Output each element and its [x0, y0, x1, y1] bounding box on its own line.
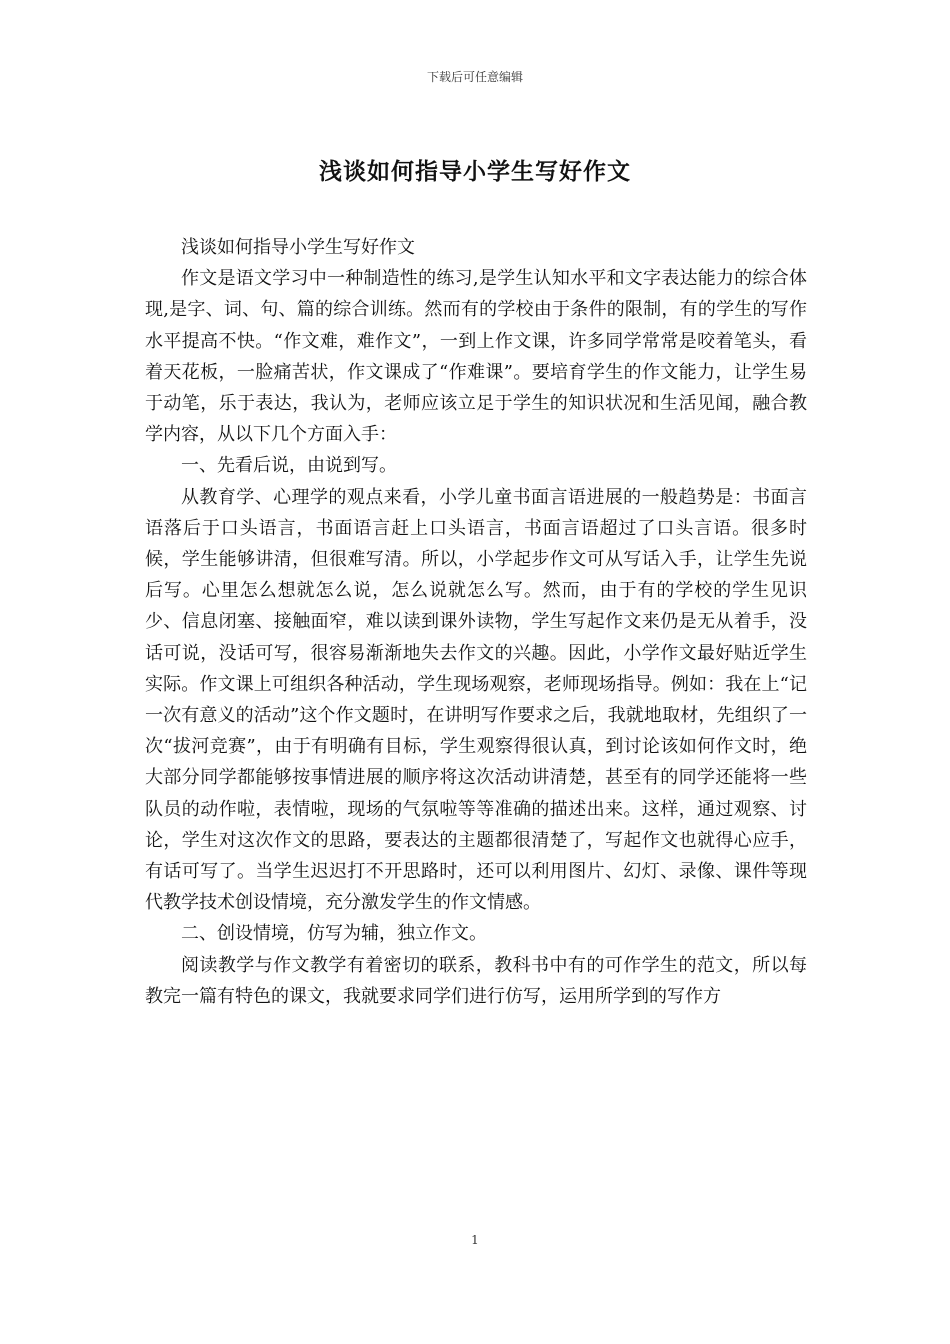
document-body — [145, 232, 807, 1012]
section-heading-2: 二、创设情境，仿写为辅，独立作文。 — [181, 923, 487, 945]
page-header: 下载后可任意编辑 — [426, 70, 523, 84]
document-title: 浅谈如何指导小学生写好作文 — [319, 159, 631, 185]
page-number: 1 — [471, 1233, 479, 1247]
body-paragraph-section-1: 从教育学、心理学的观点来看，小学儿童书面言语进展的一般趋势是：书面言语落后于口头语言，书面语言赶上口头语言，书面言语超过了口头言语。很多时候，学生能够讲清，但很难写清。所以，小学起步作文可从写话入手，让学生先说后写。心里怎么想就怎么说，怎么说就怎么写。然而，由于有的学校的学生见识少、信息闭塞、接触面窄，难以读到课外读物，学生写起作文来仍是无从着手，没话可说，没话可写，很容易渐渐地失去作文的兴趣。因此，小学作文最好贴近学生实际。作文课上可组织各种活动，学生现场观察，老师现场指导。例如：我在上“记一次有意义的活动”这个作文题时，在讲明写作要求之后，我就地取材，先组织了一次“拔河竞赛”，由于有明确有目标，学生观察得很认真，到讨论该如何作文时，绝大部分同学都能够按事情进展的顺序将这次活动讲清楚，甚至有的同学还能将一些队员的动作啦，表情啦，现场的气氛啦等等准确的描述出来。这样，通过观察、讨论，学生对这次作文的思路，要表达的主题都很清楚了，写起作文也就得心应手，有话可写了。当学生迟迟打不开思路时，还可以利用图片、幻灯、录像、课件等现代教学技术创设情境，充分激发学生的作文情感。 — [145, 486, 807, 914]
body-paragraph-section-2: 阅读教学与作文教学有着密切的联系，教科书中有的可作学生的范文，所以每教完一篇有特色的课文，我就要求同学们进行仿写，运用所学到的写作方 — [145, 954, 807, 1007]
body-paragraph-subtitle: 浅谈如何指导小学生写好作文 — [181, 237, 415, 258]
section-heading-1: 一、先看后说，由说到写。 — [181, 455, 397, 477]
body-paragraph-intro: 作文是语文学习中一种制造性的练习,是学生认知水平和文字表达能力的综合体现,是字、词、句、篇的综合训练。然而有的学校由于条件的限制，有的学生的写作水平提高不快。“作文难，难作文”，一到上作文课，许多同学常常是咬着笔头，看着天花板，一脸痛苦状，作文课成了“作难课”。要培育学生的作文能力，让学生易于动笔，乐于表达，我认为，老师应该立足于学生的知识状况和生活见闻，融合教学内容，从以下几个方面入手： — [145, 268, 807, 446]
